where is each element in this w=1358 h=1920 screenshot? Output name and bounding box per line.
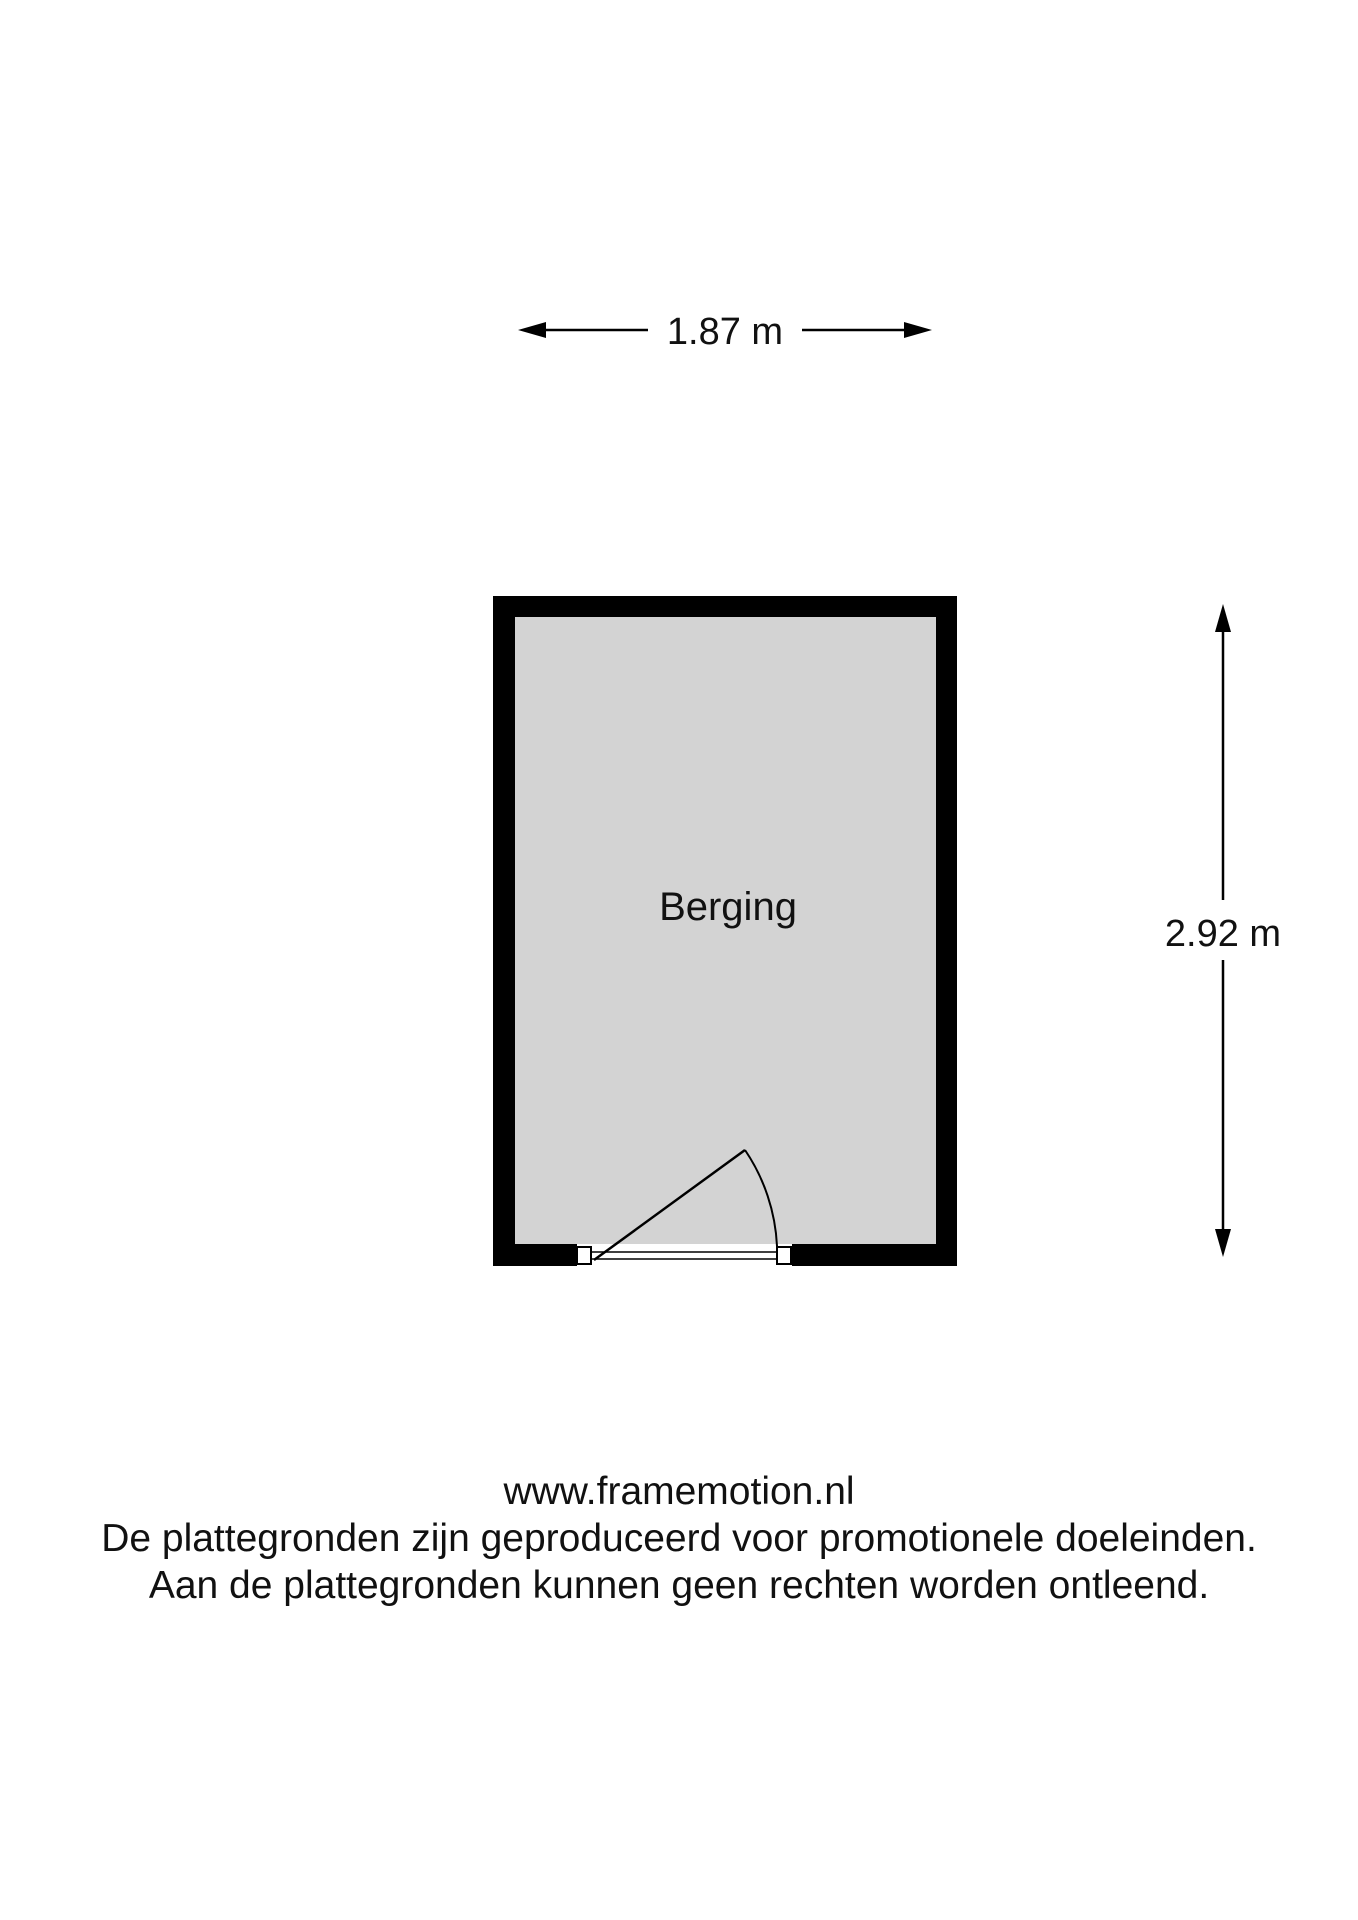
height-arrow-top-icon [1215, 604, 1231, 632]
website-link: www.framemotion.nl [503, 1470, 855, 1513]
height-dimension [1165, 604, 1281, 1257]
width-arrow-right-icon [904, 322, 932, 338]
width-dimension [518, 311, 932, 353]
height-dimension-label: 2.92 m [1164, 913, 1282, 955]
width-arrow-left-icon [518, 322, 546, 338]
height-arrow-bottom-icon [1215, 1229, 1231, 1257]
room-floor [515, 617, 936, 1244]
width-dimension-label: 1.87 m [666, 311, 784, 353]
room-berging [493, 596, 957, 1266]
disclaimer-line-2: Aan de plattegronden kunnen geen rechten worden ontleend. [148, 1564, 1210, 1607]
door-opening [577, 1244, 792, 1266]
door-jamb-left [577, 1247, 591, 1264]
room-label: Berging [659, 885, 797, 929]
door-jamb-right [777, 1247, 791, 1264]
disclaimer-line-1: De plattegronden zijn geproduceerd voor promotionele doeleinden. [101, 1517, 1257, 1560]
footer [0, 1468, 1358, 1609]
